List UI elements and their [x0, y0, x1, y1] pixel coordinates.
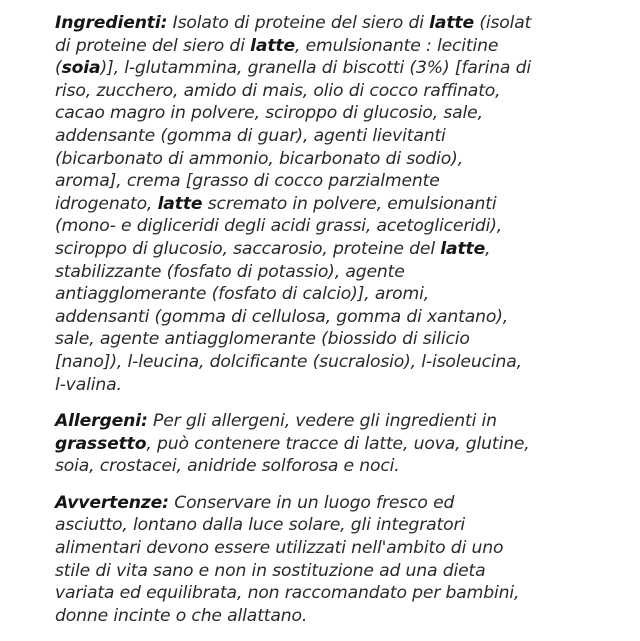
text-segment: addensanti (gomma di cellulosa, gomma di xantano), [55, 306, 509, 327]
text-segment: l-valina. [55, 374, 122, 395]
ingredients-line [55, 35, 615, 58]
text-segment: )], l-glutammina, granella di biscotti (3%) [farina di [100, 58, 532, 79]
ingredients-line [55, 170, 615, 193]
text-segment: sciroppo di glucosio, saccarosio, proteine del [55, 238, 441, 259]
ingredients-section [55, 12, 615, 396]
text-segment: [nano]), l-leucina, dolcificante (sucralosio), l-isoleucina, [55, 351, 522, 372]
text-segment: antiagglomerante (fosfato di calcio)], aromi, [55, 284, 430, 305]
text-segment: stabilizzante (fosfato di potassio), agente [55, 261, 405, 282]
allergens-label: Allergeni: [55, 411, 148, 432]
ingredients-line [55, 283, 615, 306]
text-segment: riso, zucchero, amido di mais, olio di cocco raffinato, [55, 80, 501, 101]
bold-allergen-text: latte [440, 238, 486, 259]
text-segment: soia, crostacei, anidride solforosa e noci. [55, 456, 400, 477]
warnings-line [55, 582, 615, 605]
text-segment: Per gli allergeni, vedere gli ingredienti in [147, 411, 497, 432]
ingredients-line [55, 215, 615, 238]
ingredients-line [55, 80, 615, 103]
ingredients-line [55, 261, 615, 284]
bold-allergen-text: latte [157, 193, 203, 214]
ingredients-line [55, 148, 615, 171]
allergens-section [55, 410, 615, 478]
ingredients-line [55, 306, 615, 329]
text-segment: (mono- e digliceridi degli acidi grassi, acetogliceridi), [55, 216, 503, 237]
bold-allergen-text: soia [61, 58, 101, 79]
ingredients-line [55, 12, 615, 35]
text-segment: alimentari devono essere utilizzati nell'ambito di uno [55, 538, 504, 559]
warnings-section [55, 492, 615, 628]
bold-allergen-text: grassetto [55, 433, 147, 454]
text-segment: stile di vita sano e non in sostituzione ad una dieta [55, 560, 486, 581]
text-segment: ( [55, 58, 62, 79]
ingredients-label: Ingredienti: [55, 13, 168, 33]
warnings-line [55, 560, 615, 583]
text-segment: idrogenato, [55, 193, 158, 214]
text-segment: Conservare in un luogo fresco ed [168, 492, 455, 513]
allergens-line [55, 433, 615, 456]
ingredients-line [55, 102, 615, 125]
ingredients-line [55, 351, 615, 374]
warnings-label: Avvertenze: [55, 492, 169, 513]
text-segment: addensante (gomma di guar), agenti lievitanti [55, 125, 446, 146]
bold-allergen-text: latte [250, 35, 295, 56]
text-segment: sale, agente antiagglomerante (biossido di silicio [55, 329, 470, 350]
warnings-line [55, 514, 615, 537]
warnings-line [55, 492, 615, 515]
ingredients-line [55, 328, 615, 351]
text-segment: Isolato di proteine del siero di [167, 13, 430, 33]
ingredients-line [55, 57, 615, 80]
text-segment: (bicarbonato di ammonio, bicarbonato di sodio), [55, 148, 464, 169]
text-segment: variata ed equilibrata, non raccomandato per bambini, [55, 583, 520, 604]
ingredients-line [55, 238, 615, 261]
text-segment: aroma], crema [grasso di cocco parzialmente [55, 171, 440, 192]
ingredients-line [55, 193, 615, 216]
text-segment: , [485, 238, 491, 259]
ingredients-line [55, 125, 615, 148]
text-segment: asciutto, lontano dalla luce solare, gli integratori [55, 515, 466, 536]
product-label-text [55, 12, 615, 641]
allergens-line [55, 410, 615, 433]
warnings-line [55, 537, 615, 560]
text-segment: di proteine del siero di [55, 35, 251, 56]
text-segment: (isolat [474, 13, 532, 33]
text-segment: scremato in polvere, emulsionanti [202, 193, 497, 214]
text-segment: cacao magro in polvere, sciroppo di glucosio, sale, [55, 103, 483, 124]
warnings-line [55, 605, 615, 628]
allergens-line [55, 455, 615, 478]
ingredients-line [55, 374, 615, 397]
text-segment: , emulsionante : lecitine [294, 35, 499, 56]
bold-allergen-text: latte [429, 13, 474, 33]
text-segment: donne incinte o che allattano. [55, 605, 308, 626]
text-segment: , può contenere tracce di latte, uova, glutine, [146, 433, 530, 454]
